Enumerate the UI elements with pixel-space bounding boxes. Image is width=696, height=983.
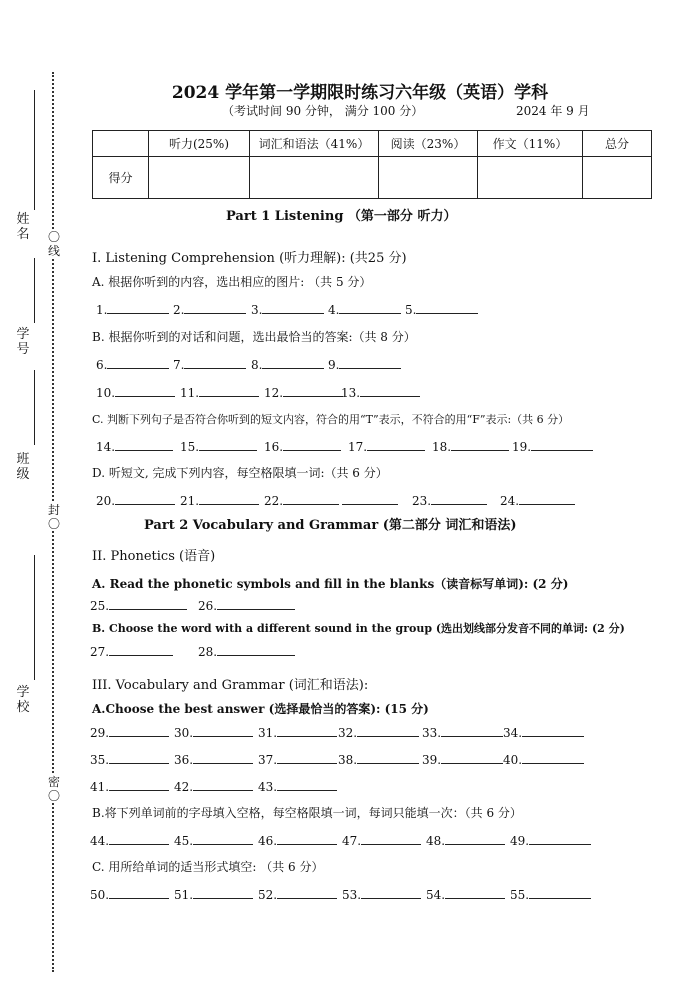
answer-blank[interactable]: [184, 301, 246, 314]
answer-2[interactable]: [173, 301, 246, 317]
score-cell-vocabulary[interactable]: [250, 157, 379, 199]
answer-blank[interactable]: [529, 832, 591, 845]
question-c-prompt: C. 判断下列句子是否符合你听到的短文内容，符合的用“T”表示，不符合的用“F”表示:（共 6 分）: [92, 413, 570, 426]
part1-heading: Part 1 Listening （第一部分 听力）: [226, 209, 457, 224]
answer-52[interactable]: [258, 886, 337, 902]
answer-29[interactable]: [90, 724, 169, 740]
answer-number: 50.: [90, 888, 110, 902]
answer-number: 6.: [96, 358, 108, 372]
answer-number: 34.: [503, 726, 523, 740]
answer-number: 5.: [405, 303, 417, 317]
answer-number: 49.: [510, 834, 530, 848]
question-3b-prompt: B.将下列单词前的字母填入空格，每空格限填一词，每词只能填一次：（共 6 分）: [92, 806, 522, 820]
score-col-total: 总分: [583, 131, 652, 157]
answer-41[interactable]: [90, 778, 169, 794]
answer-number: 27.: [90, 645, 110, 659]
answer-4[interactable]: [328, 301, 401, 317]
answer-blank[interactable]: [441, 751, 503, 764]
answer-number: 40.: [503, 753, 523, 767]
answer-number: 32.: [338, 726, 358, 740]
answer-blank[interactable]: [283, 492, 339, 505]
answer-47[interactable]: [342, 832, 421, 848]
answer-number: 43.: [258, 780, 278, 794]
answer-blank[interactable]: [522, 751, 584, 764]
answer-blank[interactable]: [277, 724, 337, 737]
answer-blank[interactable]: [529, 886, 591, 899]
answer-blank[interactable]: [115, 492, 175, 505]
answer-blank[interactable]: [193, 886, 253, 899]
answer-number: 13.: [341, 386, 361, 400]
secret-mark: 密〇: [45, 775, 63, 803]
score-table: [92, 130, 652, 199]
answer-blank-unnumbered[interactable]: [342, 492, 398, 508]
answer-number: 28.: [198, 645, 218, 659]
answer-blank[interactable]: [277, 778, 337, 791]
section1-heading: I. Listening Comprehension (听力理解): (共25 分): [92, 251, 407, 266]
answer-55[interactable]: [510, 886, 591, 902]
answer-number: 54.: [426, 888, 446, 902]
answer-42[interactable]: [174, 778, 253, 794]
answer-37[interactable]: [258, 751, 337, 767]
answer-number: 24.: [500, 494, 520, 508]
answer-number: 18.: [432, 440, 452, 454]
answer-number: 45.: [174, 834, 194, 848]
answer-blank[interactable]: [217, 597, 295, 610]
score-col-reading: 阅读（23%）: [379, 131, 478, 157]
answer-blank[interactable]: [357, 751, 419, 764]
answer-number: 36.: [174, 753, 194, 767]
answer-number: 29.: [90, 726, 110, 740]
answer-blank[interactable]: [357, 724, 419, 737]
question-2a-prompt: A. Read the phonetic symbols and fill in the blanks（读音标写单词): (2 分): [92, 577, 569, 591]
answer-number: 14.: [96, 440, 116, 454]
answer-blank[interactable]: [361, 832, 421, 845]
answer-number: 47.: [342, 834, 362, 848]
answer-number: 30.: [174, 726, 194, 740]
answer-number: 52.: [258, 888, 278, 902]
class-fill-line[interactable]: [34, 370, 35, 445]
part2-heading: Part 2 Vocabulary and Grammar (第二部分 词汇和语法): [144, 518, 517, 533]
answer-blank[interactable]: [441, 724, 503, 737]
answer-23[interactable]: [412, 492, 487, 508]
answer-40[interactable]: [503, 751, 584, 767]
answer-blank[interactable]: [277, 832, 337, 845]
answer-number: 2.: [173, 303, 185, 317]
answer-16[interactable]: [264, 438, 341, 454]
exam-date: 2024 年 9 月: [516, 104, 590, 118]
answer-15[interactable]: [180, 438, 257, 454]
answer-blank[interactable]: [262, 301, 324, 314]
exam-info: （考试时间 90 分钟， 满分 100 分）: [222, 104, 424, 118]
section3-heading: III. Vocabulary and Grammar (词汇和语法):: [92, 678, 369, 693]
answer-blank[interactable]: [522, 724, 584, 737]
answer-44[interactable]: [90, 832, 169, 848]
page-title: 2024 学年第一学期限时练习六年级（英语）学科: [171, 83, 549, 103]
score-cell-listening[interactable]: [149, 157, 250, 199]
answer-28[interactable]: [198, 643, 295, 659]
answer-number: 9.: [328, 358, 340, 372]
seal-mark: 封〇: [45, 503, 63, 531]
score-col-listening: 听力(25%): [149, 131, 250, 157]
name-label: 姓名: [16, 212, 30, 242]
answer-35[interactable]: [90, 751, 169, 767]
answer-blank[interactable]: [217, 643, 295, 656]
answer-number: 17.: [348, 440, 368, 454]
score-cell-writing[interactable]: [478, 157, 583, 199]
answer-number: 16.: [264, 440, 284, 454]
answer-number: 19.: [512, 440, 532, 454]
question-d-prompt: D. 听短文, 完成下列内容，每空格限填一词:（共 6 分）: [92, 466, 388, 480]
answer-24[interactable]: [500, 492, 575, 508]
answer-48[interactable]: [426, 832, 505, 848]
answer-number: 41.: [90, 780, 110, 794]
answer-number: 22.: [264, 494, 284, 508]
answer-21[interactable]: [180, 492, 259, 508]
answer-blank[interactable]: [199, 438, 257, 451]
answer-number: 37.: [258, 753, 278, 767]
answer-blank[interactable]: [277, 751, 337, 764]
answer-blank[interactable]: [199, 384, 259, 397]
answer-43[interactable]: [258, 778, 337, 794]
answer-blank[interactable]: [109, 643, 173, 656]
answer-13[interactable]: [341, 384, 420, 400]
answer-blank[interactable]: [262, 356, 324, 369]
answer-12[interactable]: [264, 384, 343, 400]
answer-blank[interactable]: [339, 301, 401, 314]
answer-25[interactable]: [90, 597, 187, 613]
answer-number: 38.: [338, 753, 358, 767]
answer-number: 1.: [96, 303, 108, 317]
answer-number: 15.: [180, 440, 200, 454]
answer-number: 26.: [198, 599, 218, 613]
answer-number: 21.: [180, 494, 200, 508]
id-fill-line[interactable]: [34, 258, 35, 323]
answer-46[interactable]: [258, 832, 337, 848]
answer-blank[interactable]: [445, 832, 505, 845]
answer-blank[interactable]: [277, 886, 337, 899]
answer-49[interactable]: [510, 832, 591, 848]
answer-51[interactable]: [174, 886, 253, 902]
answer-38[interactable]: [338, 751, 419, 767]
answer-blank[interactable]: [431, 492, 487, 505]
answer-33[interactable]: [422, 724, 503, 740]
answer-17[interactable]: [348, 438, 425, 454]
class-label: 班级: [16, 452, 30, 482]
answer-number: 8.: [251, 358, 263, 372]
answer-number: 20.: [96, 494, 116, 508]
question-3a-prompt: A.Choose the best answer (选择最恰当的答案): (15 分): [92, 702, 429, 716]
answer-blank[interactable]: [193, 724, 253, 737]
question-2b-prompt: B. Choose the word with a different sound in the group (选出划线部分发音不同的单词: (2 分): [92, 622, 625, 635]
answer-11[interactable]: [180, 384, 259, 400]
answer-number: 3.: [251, 303, 263, 317]
answer-5[interactable]: [405, 301, 478, 317]
answer-39[interactable]: [422, 751, 503, 767]
answer-blank[interactable]: [283, 384, 343, 397]
score-table-corner: [93, 131, 149, 157]
answer-32[interactable]: [338, 724, 419, 740]
answer-31[interactable]: [258, 724, 337, 740]
student-id-label: 学号: [16, 327, 30, 357]
answer-54[interactable]: [426, 886, 505, 902]
answer-number: 31.: [258, 726, 278, 740]
answer-number: 48.: [426, 834, 446, 848]
answer-blank[interactable]: [107, 301, 169, 314]
answer-18[interactable]: [432, 438, 509, 454]
answer-number: 53.: [342, 888, 362, 902]
section2-heading: II. Phonetics (语音): [92, 549, 216, 564]
answer-blank[interactable]: [451, 438, 509, 451]
answer-number: 23.: [412, 494, 432, 508]
answer-blank[interactable]: [360, 384, 420, 397]
answer-blank[interactable]: [109, 751, 169, 764]
answer-27[interactable]: [90, 643, 173, 659]
answer-blank[interactable]: [193, 778, 253, 791]
answer-blank[interactable]: [109, 724, 169, 737]
answer-8[interactable]: [251, 356, 324, 372]
answer-blank[interactable]: [519, 492, 575, 505]
answer-1[interactable]: [96, 301, 169, 317]
answer-blank[interactable]: [115, 384, 175, 397]
answer-26[interactable]: [198, 597, 295, 613]
answer-number: 33.: [422, 726, 442, 740]
answer-blank[interactable]: [445, 886, 505, 899]
answer-number: 7.: [173, 358, 185, 372]
score-cell-reading[interactable]: [379, 157, 478, 199]
answer-7[interactable]: [173, 356, 246, 372]
answer-number: 25.: [90, 599, 110, 613]
answer-blank[interactable]: [199, 492, 259, 505]
answer-number: 12.: [264, 386, 284, 400]
answer-blank[interactable]: [115, 438, 173, 451]
question-a-prompt: A. 根据你听到的内容，选出相应的图片: （共 5 分）: [92, 275, 372, 289]
line-mark: 〇线: [45, 230, 63, 258]
answer-blank[interactable]: [283, 438, 341, 451]
answer-3[interactable]: [251, 301, 324, 317]
school-label: 学校: [16, 685, 30, 715]
answer-19[interactable]: [512, 438, 593, 454]
name-fill-line[interactable]: [34, 90, 35, 210]
answer-blank[interactable]: [109, 832, 169, 845]
answer-blank[interactable]: [193, 832, 253, 845]
answer-6[interactable]: [96, 356, 169, 372]
answer-number: 35.: [90, 753, 110, 767]
answer-blank[interactable]: [109, 778, 169, 791]
answer-22[interactable]: [264, 492, 339, 508]
score-col-writing: 作文（11%）: [478, 131, 583, 157]
score-row-label: 得分: [93, 157, 149, 199]
answer-blank[interactable]: [109, 886, 169, 899]
answer-34[interactable]: [503, 724, 584, 740]
answer-number: 46.: [258, 834, 278, 848]
answer-53[interactable]: [342, 886, 421, 902]
answer-blank[interactable]: [184, 356, 246, 369]
answer-number: 11.: [180, 386, 200, 400]
answer-blank[interactable]: [342, 492, 398, 505]
answer-number: 51.: [174, 888, 194, 902]
answer-blank[interactable]: [416, 301, 478, 314]
answer-30[interactable]: [174, 724, 253, 740]
answer-blank[interactable]: [367, 438, 425, 451]
answer-blank[interactable]: [361, 886, 421, 899]
answer-36[interactable]: [174, 751, 253, 767]
question-b-prompt: B. 根据你听到的对话和问题，选出最恰当的答案:（共 8 分）: [92, 330, 416, 344]
answer-number: 4.: [328, 303, 340, 317]
answer-20[interactable]: [96, 492, 175, 508]
answer-blank[interactable]: [107, 356, 169, 369]
answer-number: 10.: [96, 386, 116, 400]
answer-blank[interactable]: [193, 751, 253, 764]
answer-number: 42.: [174, 780, 194, 794]
answer-blank[interactable]: [109, 597, 187, 610]
answer-number: 39.: [422, 753, 442, 767]
answer-number: 55.: [510, 888, 530, 902]
answer-50[interactable]: [90, 886, 169, 902]
answer-45[interactable]: [174, 832, 253, 848]
answer-number: 44.: [90, 834, 110, 848]
answer-9[interactable]: [328, 356, 401, 372]
answer-blank[interactable]: [531, 438, 593, 451]
answer-10[interactable]: [96, 384, 175, 400]
school-fill-line[interactable]: [34, 555, 35, 680]
score-col-vocabulary: 词汇和语法（41%）: [250, 131, 379, 157]
score-cell-total[interactable]: [583, 157, 652, 199]
answer-14[interactable]: [96, 438, 173, 454]
question-3c-prompt: C. 用所给单词的适当形式填空: （共 6 分）: [92, 860, 324, 874]
answer-blank[interactable]: [339, 356, 401, 369]
